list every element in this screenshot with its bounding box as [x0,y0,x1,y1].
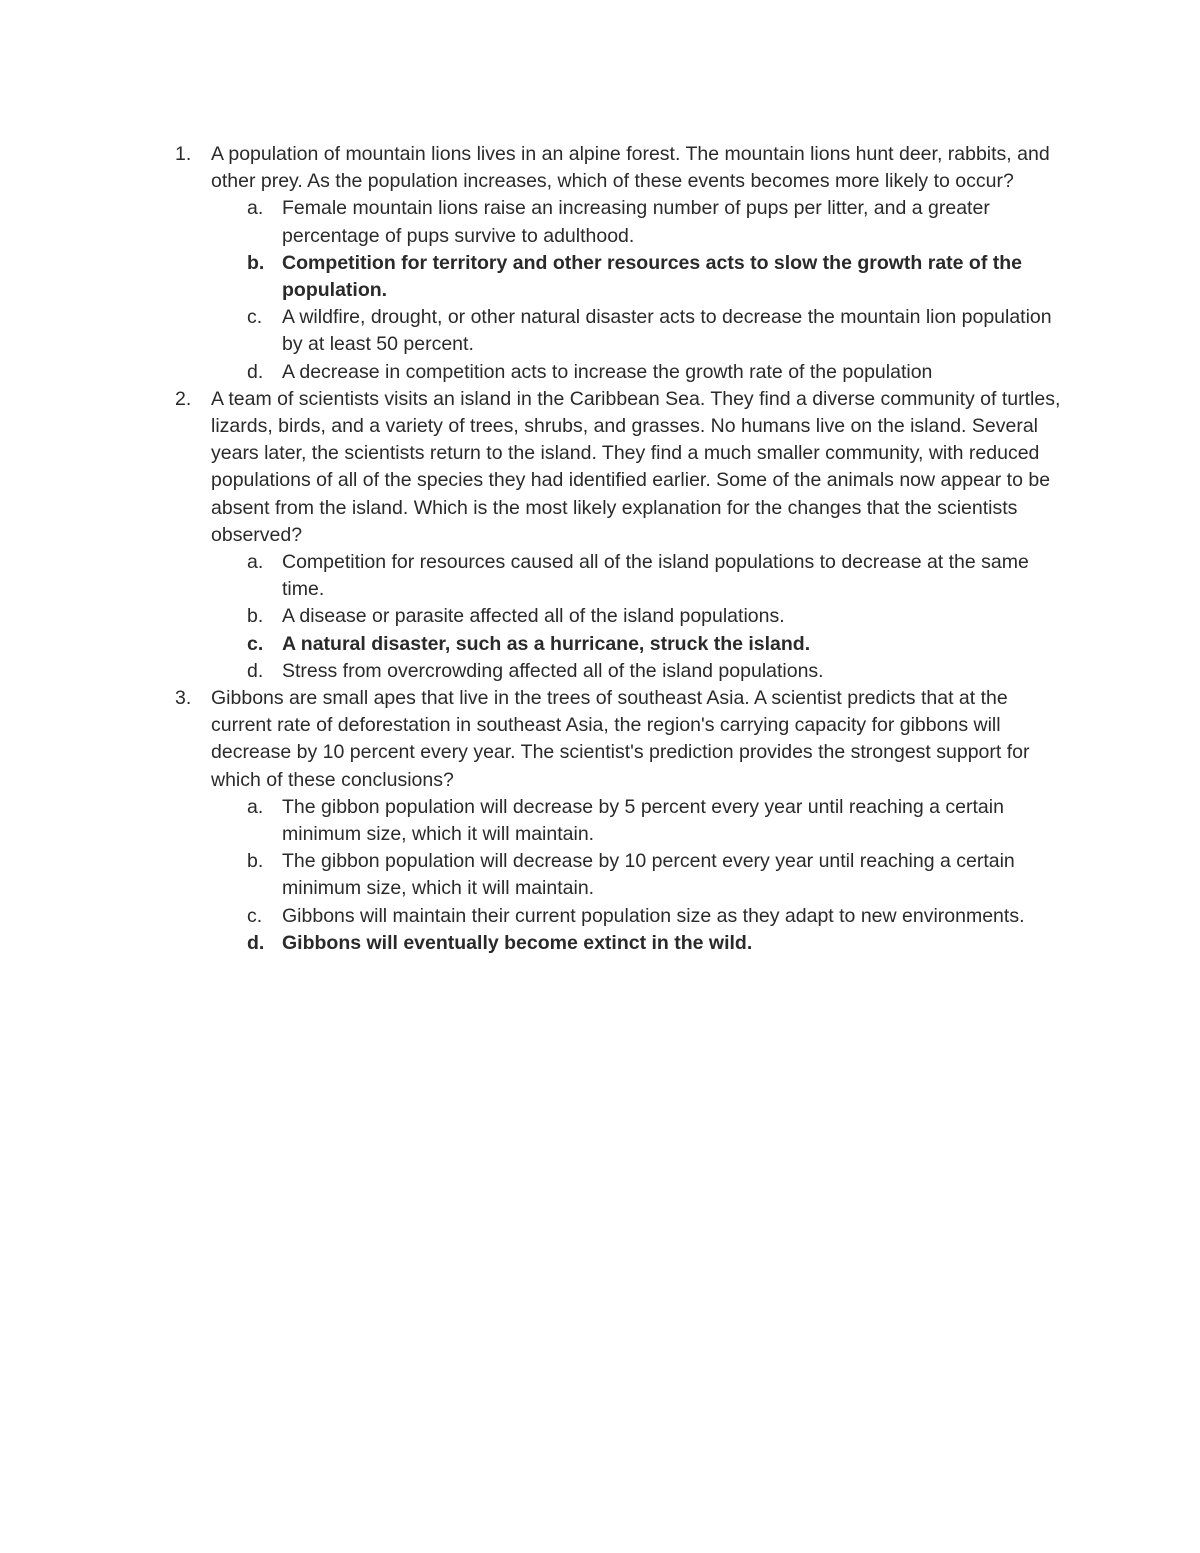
question-text: Gibbons are small apes that live in the trees of southeast Asia. A scientist predicts that at the current rate of deforestation in southeast Asia, the region's carrying capacity for gibbons will decrease by 10 percent every year. The scientist's prediction provides the strongest support for which of these conclusions? [211,687,1030,791]
option-text: The gibbon population will decrease by 5 percent every year until reaching a certain minimum size, which it will maintain. [282,795,1004,846]
answer-option [211,658,1072,685]
option-letter: d. [247,360,264,383]
option-letter: b. [247,251,265,274]
answer-option [211,848,1072,902]
option-text: A decrease in competition acts to increase the growth rate of the population [282,360,933,383]
option-letter: c. [247,632,264,655]
answer-option [211,794,1072,848]
option-letter: c. [247,904,263,927]
answer-option-correct [211,930,1072,957]
option-letter: d. [247,931,265,954]
question-text: A team of scientists visits an island in the Caribbean Sea. They find a diverse community of turtles, lizards, birds, and a variety of trees, shrubs, and grasses. No humans live on the island. Several years later, the scientists return to the island. They find a much smaller community, with reduced populations of all of the species they had identified earlier. Some of the animals now appear to be absent from the island. Which is the most likely explanation for the changes that the scientists observed? [211,387,1061,546]
option-text: The gibbon population will decrease by 10 percent every year until reaching a certain minimum size, which it will maintain. [282,850,1015,900]
option-text: Gibbons will maintain their current population size as they adapt to new environments. [282,904,1025,927]
option-text: A disease or parasite affected all of the island populations. [282,605,785,628]
option-letter: b. [247,605,264,628]
question-2 [0,386,1073,685]
answer-option [211,603,1072,630]
option-text: Gibbons will eventually become extinct in the wild. [282,931,753,954]
option-text: A wildfire, drought, or other natural disaster acts to decrease the mountain lion population by at least 50 percent. [282,306,1052,356]
option-text: Stress from overcrowding affected all of the island populations. [282,659,824,682]
answer-option [211,903,1072,930]
question-number: 2. [175,387,192,410]
document-page [0,141,1200,957]
option-letter: d. [247,659,264,682]
answer-option [211,549,1072,603]
answer-option [211,195,1072,249]
answer-option-correct [211,631,1072,658]
answer-option [211,359,1072,386]
option-text: A natural disaster, such as a hurricane, struck the island. [282,632,811,655]
question-3 [0,685,1073,957]
option-letter: a. [247,551,264,574]
question-number: 1. [175,143,192,165]
question-1 [0,141,1073,386]
option-text: Female mountain lions raise an increasing number of pups per litter, and a greater percentage of pups survive to adulthood. [282,197,990,247]
option-text: Competition for resources caused all of the island populations to decrease at the same time. [282,551,1029,601]
option-letter: b. [247,850,264,873]
option-letter: a. [247,795,264,818]
option-letter: a. [247,197,264,220]
question-number: 3. [175,687,192,710]
question-text: A population of mountain lions lives in an alpine forest. The mountain lions hunt deer, rabbits, and other prey. As the population increases, which of these events becomes more likely to occur? [211,143,1050,193]
answer-option-correct [211,250,1072,304]
option-letter: c. [247,306,263,329]
answer-option [211,304,1072,358]
option-text: Competition for territory and other resources acts to slow the growth rate of the population. [282,251,1023,302]
